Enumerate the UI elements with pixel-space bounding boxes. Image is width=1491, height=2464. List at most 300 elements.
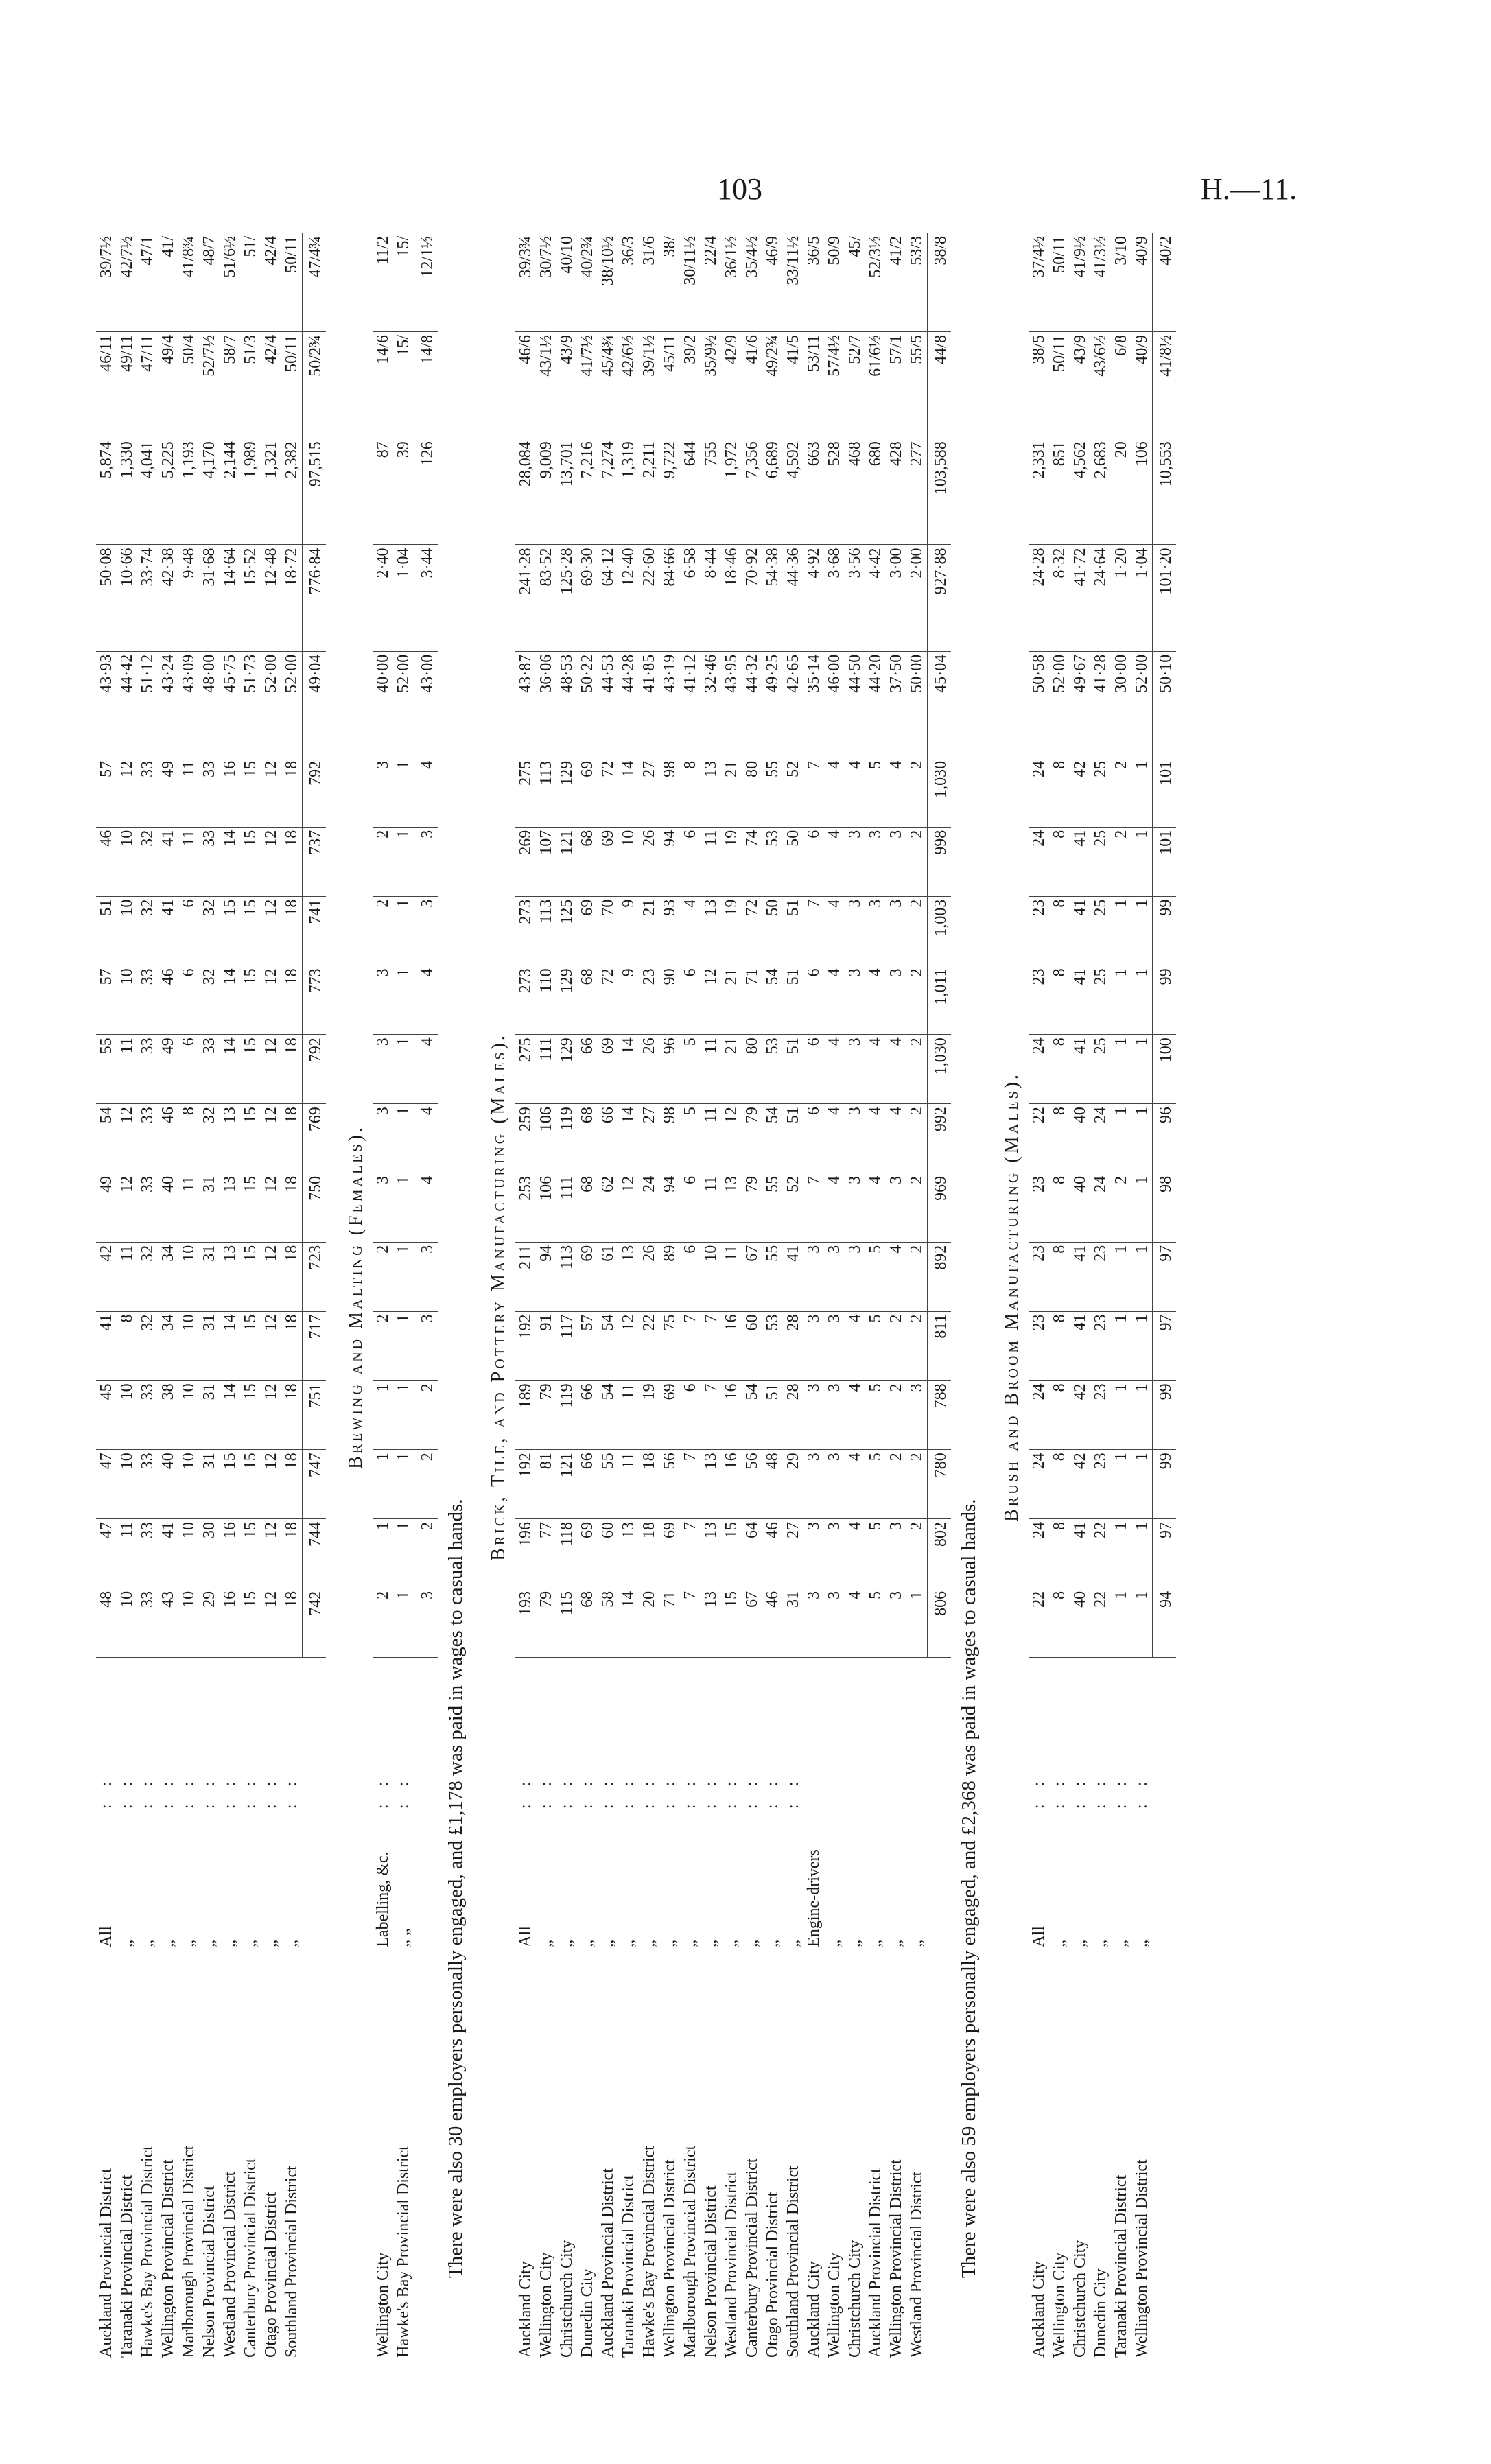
value-cell: 13,701	[556, 438, 577, 545]
total-dots	[414, 1657, 438, 1811]
value-cell: 47	[96, 1519, 117, 1588]
value-cell: 1	[1111, 1104, 1131, 1173]
value-cell: 80	[742, 758, 762, 827]
value-cell: 21	[721, 965, 742, 1035]
value-cell: 18	[281, 1242, 303, 1311]
occupation: „	[1092, 1940, 1110, 1947]
value-cell: 1	[393, 1242, 414, 1311]
value-cell: 24	[1090, 1173, 1111, 1242]
value-cell: 1,321	[261, 438, 281, 545]
value-cell: 16	[220, 758, 240, 827]
value-cell: 4	[845, 1519, 865, 1588]
table-row	[680, 233, 701, 2360]
value-cell: 192	[515, 1311, 536, 1381]
district-name: Marlborough Provincial District	[180, 2145, 198, 2358]
value-cell: 74	[742, 827, 762, 896]
value-cell: 106	[1131, 438, 1153, 545]
value-cell: 23	[1029, 965, 1049, 1035]
district-name: Taranaki Provincial District	[620, 2174, 637, 2358]
occupation: „	[262, 1940, 280, 1947]
value-cell: 31	[199, 1311, 220, 1381]
district-name: Hawke's Bay Provincial District	[640, 2146, 658, 2358]
value-cell: 18	[281, 1035, 303, 1104]
leader-dots	[845, 1657, 865, 1811]
total-cell: 3	[414, 1242, 438, 1311]
value-cell: 4	[886, 1104, 906, 1173]
value-cell: 8	[1049, 965, 1070, 1035]
value-cell: 2	[373, 1588, 393, 1657]
district-name: Wellington Provincial District	[887, 2159, 905, 2358]
total-cell: 100	[1153, 1035, 1177, 1104]
value-cell: 79	[536, 1381, 556, 1450]
value-cell: 2,211	[639, 438, 659, 545]
total-cell: 741	[303, 896, 327, 965]
value-cell: 48/7	[199, 233, 220, 332]
total-dots	[303, 1657, 327, 1811]
value-cell: 12	[261, 1311, 281, 1381]
leader-dots: : :	[620, 1774, 637, 1809]
value-cell: 2	[906, 965, 928, 1035]
value-cell: 91	[536, 1311, 556, 1381]
value-cell: 60	[742, 1311, 762, 1381]
value-cell: 36/1½	[721, 233, 742, 332]
value-cell: 9	[618, 965, 639, 1035]
value-cell: 13	[220, 1242, 240, 1311]
occupation: „	[908, 1940, 926, 1947]
district-name: Wellington City	[374, 2252, 392, 2358]
page-number: 103	[717, 172, 762, 206]
value-cell: 19	[639, 1381, 659, 1450]
wage-table	[96, 233, 326, 2360]
occupation: „	[180, 1940, 198, 1947]
value-cell: 50·22	[577, 651, 598, 758]
value-cell: 50/11	[1049, 332, 1070, 438]
value-cell: 55	[762, 1242, 783, 1311]
value-cell: 25	[1090, 758, 1111, 827]
value-cell: 98	[659, 1104, 680, 1173]
value-cell: 106	[536, 1173, 556, 1242]
value-cell: 106	[536, 1104, 556, 1173]
value-cell: 69	[577, 896, 598, 965]
value-cell: 110	[536, 965, 556, 1035]
table-row	[178, 233, 199, 2360]
value-cell: 41	[158, 1519, 178, 1588]
value-cell: 42/4	[261, 332, 281, 438]
value-cell: 55	[762, 1173, 783, 1242]
value-cell: 55	[762, 758, 783, 827]
value-cell: 1	[393, 1104, 414, 1173]
district-name: Taranaki Provincial District	[1112, 2174, 1130, 2358]
total-cell: 2	[414, 1450, 438, 1519]
table-row	[240, 233, 261, 2360]
total-cell: 998	[928, 827, 952, 896]
value-cell: 40·00	[373, 651, 393, 758]
total-dots	[928, 1657, 952, 1811]
value-cell: 32	[199, 896, 220, 965]
value-cell: 26	[639, 1035, 659, 1104]
value-cell: 47	[96, 1450, 117, 1519]
value-cell: 18	[281, 1104, 303, 1173]
value-cell: 15	[240, 1035, 261, 1104]
total-cell: 773	[303, 965, 327, 1035]
value-cell: 10	[178, 1588, 199, 1657]
value-cell: 277	[906, 438, 928, 545]
value-cell: 69	[598, 1035, 618, 1104]
table-row	[659, 233, 680, 2360]
leader-dots: : :	[537, 1774, 555, 1809]
value-cell: 129	[556, 758, 577, 827]
value-cell: 28,084	[515, 438, 536, 545]
table-row	[824, 233, 845, 2360]
value-cell: 33	[199, 827, 220, 896]
value-cell: 1	[1111, 1588, 1131, 1657]
value-cell: 9·48	[178, 545, 199, 651]
value-cell: 41	[158, 827, 178, 896]
value-cell: 36·06	[536, 651, 556, 758]
value-cell: 61/6½	[865, 332, 886, 438]
value-cell: 53	[762, 827, 783, 896]
value-cell: 46/11	[96, 332, 117, 438]
value-cell: 31	[783, 1588, 803, 1657]
district-name: Auckland Provincial District	[599, 2168, 617, 2358]
leader-dots	[803, 1657, 824, 1811]
value-cell: 53	[762, 1311, 783, 1381]
total-cell: 97	[1153, 1519, 1177, 1588]
total-cell: 4	[414, 758, 438, 827]
value-cell: 15/	[393, 332, 414, 438]
value-cell: 13	[721, 1173, 742, 1242]
total-label	[414, 1950, 438, 2360]
value-cell: 53/3	[906, 233, 928, 332]
leader-dots	[886, 1657, 906, 1811]
value-cell: 50·08	[96, 545, 117, 651]
value-cell: 12	[117, 1104, 137, 1173]
value-cell: 23	[639, 965, 659, 1035]
value-cell: 1	[906, 1588, 928, 1657]
value-cell: 3	[824, 1519, 845, 1588]
value-cell: 41/6	[742, 332, 762, 438]
table-row	[536, 233, 556, 2360]
occupation: „	[825, 1940, 843, 1947]
value-cell: 18	[281, 1311, 303, 1381]
value-cell: 6·58	[680, 545, 701, 651]
value-cell: 107	[536, 827, 556, 896]
table-row	[199, 233, 220, 2360]
value-cell: 81	[536, 1450, 556, 1519]
district-name: Hawke's Bay Provincial District	[395, 2146, 413, 2358]
value-cell: 2,683	[1090, 438, 1111, 545]
value-cell: 14	[618, 1588, 639, 1657]
value-cell: 12·48	[261, 545, 281, 651]
value-cell: 6	[803, 965, 824, 1035]
value-cell: 54	[742, 1381, 762, 1450]
value-cell: 15	[240, 827, 261, 896]
value-cell: 33	[137, 1104, 158, 1173]
value-cell: 70·92	[742, 545, 762, 651]
total-dots	[1153, 1657, 1177, 1811]
value-cell: 64	[742, 1519, 762, 1588]
value-cell: 3	[803, 1242, 824, 1311]
value-cell: 1	[393, 1519, 414, 1588]
value-cell: 49·25	[762, 651, 783, 758]
rotated-tables	[96, 233, 1393, 2360]
value-cell: 13	[701, 1588, 721, 1657]
value-cell: 49/11	[117, 332, 137, 438]
value-cell: 3	[886, 827, 906, 896]
leader-dots: : :	[558, 1774, 576, 1809]
occupation: „	[784, 1940, 802, 1947]
value-cell: 3	[373, 758, 393, 827]
value-cell: 24	[1090, 1104, 1111, 1173]
value-cell: 15	[240, 1173, 261, 1242]
district-name: Wellington Provincial District	[159, 2159, 177, 2358]
value-cell: 62	[598, 1173, 618, 1242]
value-cell: 22·60	[639, 545, 659, 651]
section-gap	[1176, 233, 1188, 2360]
value-cell: 20	[639, 1588, 659, 1657]
value-cell: 12	[261, 1173, 281, 1242]
district-name: Otago Provincial District	[262, 2192, 280, 2358]
occupation: „	[743, 1940, 761, 1947]
leader-dots: : :	[200, 1774, 218, 1809]
value-cell: 1,193	[178, 438, 199, 545]
value-cell: 18	[281, 965, 303, 1035]
occupation: „	[723, 1940, 740, 1947]
leader-dots: : :	[640, 1774, 658, 1809]
value-cell: 7,216	[577, 438, 598, 545]
value-cell: 1	[373, 1381, 393, 1450]
value-cell: 3·68	[824, 545, 845, 651]
value-cell: 39	[393, 438, 414, 545]
value-cell: 46	[96, 827, 117, 896]
district-name: Wellington Provincial District	[661, 2159, 679, 2358]
occupation: „	[558, 1940, 576, 1947]
value-cell: 6	[680, 827, 701, 896]
value-cell: 7	[680, 1588, 701, 1657]
occupation: „	[1050, 1940, 1068, 1947]
table-row	[906, 233, 928, 2360]
value-cell: 25	[1090, 1035, 1111, 1104]
value-cell: 2·00	[906, 545, 928, 651]
leader-dots: : :	[1112, 1774, 1130, 1809]
occupation: All	[1030, 1926, 1048, 1947]
total-cell: 3·44	[414, 545, 438, 651]
value-cell: 18·72	[281, 545, 303, 651]
district-name: Christchurch City	[558, 2240, 576, 2358]
value-cell: 14	[618, 1104, 639, 1173]
value-cell: 4	[865, 1035, 886, 1104]
occupation: Labelling, &c.	[374, 1851, 392, 1947]
value-cell: 31	[199, 1242, 220, 1311]
value-cell: 1	[393, 896, 414, 965]
leader-dots: : :	[517, 1774, 535, 1809]
value-cell: 61	[598, 1242, 618, 1311]
value-cell: 5	[865, 758, 886, 827]
value-cell: 43·93	[96, 651, 117, 758]
value-cell: 25	[1090, 827, 1111, 896]
value-cell: 35/4½	[742, 233, 762, 332]
value-cell: 79	[742, 1173, 762, 1242]
value-cell: 51/6½	[220, 233, 240, 332]
occupation: „	[640, 1940, 658, 1947]
total-cell: 2	[414, 1381, 438, 1450]
total-cell: 747	[303, 1450, 327, 1519]
value-cell: 851	[1049, 438, 1070, 545]
total-cell: 97	[1153, 1242, 1177, 1311]
value-cell: 52/3½	[865, 233, 886, 332]
value-cell: 1	[393, 1381, 414, 1450]
value-cell: 4,170	[199, 438, 220, 545]
section-note: There were also 59 employers personally engaged, and £2,368 was paid in wages to casual hands.	[958, 1499, 980, 2278]
value-cell: 192	[515, 1450, 536, 1519]
total-cell: 750	[303, 1173, 327, 1242]
value-cell: 24	[1029, 1450, 1049, 1519]
leader-dots: : :	[784, 1774, 802, 1809]
value-cell: 42·65	[783, 651, 803, 758]
value-cell: 54	[598, 1311, 618, 1381]
value-cell: 1·04	[393, 545, 414, 651]
value-cell: 11	[178, 758, 199, 827]
occupation: „	[1133, 1940, 1151, 1947]
value-cell: 8	[1049, 1311, 1070, 1381]
section-title: Brewing and Malting (Females).	[345, 1125, 366, 1469]
value-cell: 48	[762, 1450, 783, 1519]
value-cell: 55	[598, 1450, 618, 1519]
value-cell: 6,689	[762, 438, 783, 545]
value-cell: 3	[865, 896, 886, 965]
value-cell: 53	[762, 1035, 783, 1104]
value-cell: 34	[158, 1242, 178, 1311]
occupation: „	[200, 1940, 218, 1947]
value-cell: 11	[117, 1519, 137, 1588]
total-row	[928, 233, 952, 2360]
value-cell: 3	[886, 1519, 906, 1588]
value-cell: 31	[199, 1173, 220, 1242]
total-occupation	[928, 1811, 952, 1950]
total-cell: 97,515	[303, 438, 327, 545]
value-cell: 5	[865, 1450, 886, 1519]
value-cell: 1,319	[618, 438, 639, 545]
total-cell: 43·00	[414, 651, 438, 758]
value-cell: 41	[1070, 896, 1090, 965]
value-cell: 52/7½	[199, 332, 220, 438]
value-cell: 43·87	[515, 651, 536, 758]
total-row	[1153, 233, 1177, 2360]
value-cell: 12	[261, 896, 281, 965]
value-cell: 98	[659, 758, 680, 827]
leader-dots: : :	[242, 1774, 259, 1809]
section-note: There were also 30 employers personally engaged, and £1,178 was paid in wages to casual hands.	[445, 1499, 467, 2278]
table-row	[639, 233, 659, 2360]
value-cell: 42	[1070, 1381, 1090, 1450]
value-cell: 11	[618, 1450, 639, 1519]
value-cell: 3	[803, 1381, 824, 1450]
value-cell: 39/7½	[96, 233, 117, 332]
value-cell: 77	[536, 1519, 556, 1588]
value-cell: 1	[1131, 896, 1153, 965]
value-cell: 57	[96, 965, 117, 1035]
value-cell: 1	[1111, 1519, 1131, 1588]
value-cell: 7,356	[742, 438, 762, 545]
leader-dots: : :	[661, 1774, 679, 1809]
value-cell: 54	[598, 1381, 618, 1450]
value-cell: 3	[824, 1242, 845, 1311]
value-cell: 52	[783, 1173, 803, 1242]
value-cell: 23	[1090, 1311, 1111, 1381]
value-cell: 43/1½	[536, 332, 556, 438]
value-cell: 50/9	[824, 233, 845, 332]
value-cell: 5,874	[96, 438, 117, 545]
value-cell: 41	[1070, 1035, 1090, 1104]
value-cell: 8	[1049, 1173, 1070, 1242]
district-name: Westland Provincial District	[908, 2171, 926, 2358]
value-cell: 15	[240, 1588, 261, 1657]
value-cell: 24·28	[1029, 545, 1049, 651]
value-cell: 2,331	[1029, 438, 1049, 545]
value-cell: 32	[137, 1242, 158, 1311]
value-cell: 1	[393, 1035, 414, 1104]
value-cell: 41·12	[680, 651, 701, 758]
value-cell: 4	[865, 1173, 886, 1242]
value-cell: 1·04	[1131, 545, 1153, 651]
value-cell: 75	[659, 1311, 680, 1381]
value-cell: 27	[783, 1519, 803, 1588]
value-cell: 528	[824, 438, 845, 545]
total-cell: 806	[928, 1588, 952, 1657]
value-cell: 8	[1049, 1588, 1070, 1657]
value-cell: 34	[158, 1311, 178, 1381]
value-cell: 6	[680, 1173, 701, 1242]
value-cell: 3	[845, 827, 865, 896]
value-cell: 52·00	[393, 651, 414, 758]
district-name: Wellington Provincial District	[1133, 2159, 1151, 2358]
value-cell: 51	[783, 965, 803, 1035]
value-cell: 49·67	[1070, 651, 1090, 758]
value-cell: 30/11½	[680, 233, 701, 332]
value-cell: 3	[845, 965, 865, 1035]
value-cell: 1	[393, 1311, 414, 1381]
value-cell: 12	[261, 1381, 281, 1450]
value-cell: 3/10	[1111, 233, 1131, 332]
total-cell: 10,553	[1153, 438, 1177, 545]
value-cell: 41	[1070, 1311, 1090, 1381]
value-cell: 94	[536, 1242, 556, 1311]
table-row	[783, 233, 803, 2360]
total-cell: 4	[414, 1035, 438, 1104]
table-row	[577, 233, 598, 2360]
value-cell: 1	[393, 758, 414, 827]
value-cell: 46	[158, 965, 178, 1035]
value-cell: 1	[1111, 1450, 1131, 1519]
value-cell: 7	[701, 1381, 721, 1450]
value-cell: 1	[1131, 1035, 1153, 1104]
total-cell: 99	[1153, 1381, 1177, 1450]
value-cell: 23	[1029, 1242, 1049, 1311]
total-cell: 744	[303, 1519, 327, 1588]
total-cell: 14/8	[414, 332, 438, 438]
value-cell: 3	[824, 1450, 845, 1519]
value-cell: 4,562	[1070, 438, 1090, 545]
value-cell: 1	[393, 1588, 414, 1657]
value-cell: 32	[137, 827, 158, 896]
value-cell: 44·53	[598, 651, 618, 758]
occupation: „	[221, 1940, 239, 1947]
value-cell: 9	[618, 896, 639, 965]
value-cell: 129	[556, 1035, 577, 1104]
value-cell: 93	[659, 896, 680, 965]
value-cell: 129	[556, 965, 577, 1035]
value-cell: 2	[886, 1311, 906, 1381]
